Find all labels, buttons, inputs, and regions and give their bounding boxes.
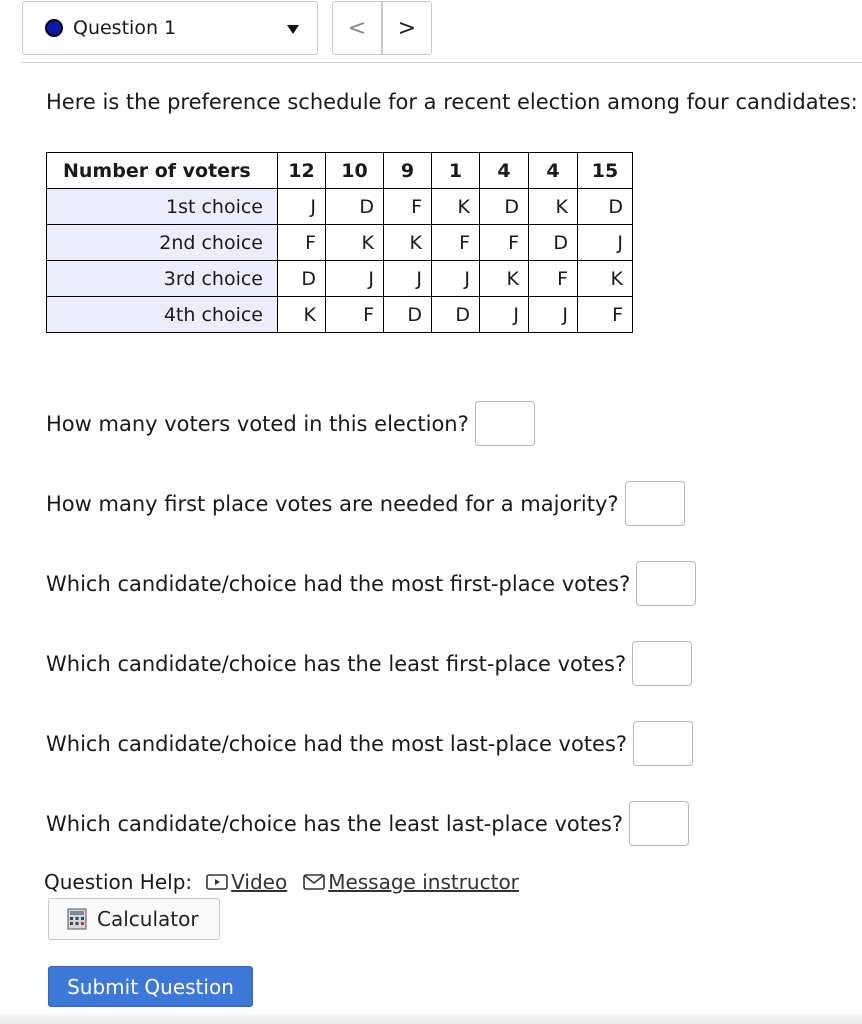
question-text: How many first place votes are needed for a majority? [46, 491, 619, 516]
voter-count-cell: 12 [278, 153, 326, 189]
submit-question-button[interactable]: Submit Question [48, 966, 253, 1007]
table-cell: J [529, 297, 578, 333]
voter-count-cell: 10 [326, 153, 384, 189]
table-cell: D [480, 189, 529, 225]
question-text: Which candidate/choice had the most first-place votes? [46, 571, 631, 596]
table-cell: K [326, 225, 384, 261]
calculator-icon [67, 908, 87, 930]
envelope-icon [303, 873, 325, 891]
question-item [46, 481, 685, 526]
most-last-place-input[interactable] [633, 721, 693, 766]
row-label: 4th choice [47, 297, 278, 333]
calculator-button[interactable] [48, 898, 220, 940]
table-cell: F [384, 189, 432, 225]
voter-count-cell: 1 [432, 153, 480, 189]
table-cell: J [278, 189, 326, 225]
voter-count-cell: 4 [529, 153, 578, 189]
row-label: 3rd choice [47, 261, 278, 297]
question-item [46, 721, 693, 766]
bottom-edge [0, 1014, 862, 1024]
least-first-place-input[interactable] [632, 641, 692, 686]
table-cell: F [578, 297, 633, 333]
total-voters-input[interactable] [475, 401, 535, 446]
table-cell: J [432, 261, 480, 297]
question-intro: Here is the preference schedule for a recent election among four candidates: [46, 90, 858, 114]
table-header-label: Number of voters [47, 153, 278, 189]
header-divider [22, 62, 862, 63]
row-label: 2nd choice [47, 225, 278, 261]
table-cell: F [480, 225, 529, 261]
table-row [47, 189, 633, 225]
table-header-row [47, 153, 633, 189]
table-cell: D [432, 297, 480, 333]
table-cell: K [480, 261, 529, 297]
question-item [46, 401, 535, 446]
table-row [47, 297, 633, 333]
table-row [47, 261, 633, 297]
chevron-right-icon: > [397, 15, 417, 41]
question-selector-label: Question 1 [73, 17, 177, 39]
least-last-place-input[interactable] [629, 801, 689, 846]
caret-down-icon [287, 25, 299, 34]
question-help [44, 870, 535, 894]
question-text: How many voters voted in this election? [46, 411, 469, 436]
question-item [46, 561, 696, 606]
table-cell: K [384, 225, 432, 261]
row-label: 1st choice [47, 189, 278, 225]
table-cell: J [384, 261, 432, 297]
voter-count-cell: 9 [384, 153, 432, 189]
table-cell: D [278, 261, 326, 297]
table-cell: F [278, 225, 326, 261]
question-text: Which candidate/choice has the least first-place votes? [46, 651, 627, 676]
table-cell: J [578, 225, 633, 261]
chevron-left-icon: < [347, 15, 367, 41]
question-status-dot [45, 19, 63, 37]
most-first-place-input[interactable] [636, 561, 696, 606]
table-cell: F [529, 261, 578, 297]
preference-schedule-table [46, 152, 633, 333]
table-cell: K [578, 261, 633, 297]
video-link-label: Video [231, 870, 288, 894]
table-cell: K [278, 297, 326, 333]
majority-votes-input[interactable] [625, 481, 685, 526]
table-cell: D [326, 189, 384, 225]
question-help-label: Question Help: [44, 870, 193, 894]
video-icon [206, 873, 228, 891]
question-item [46, 641, 692, 686]
video-link[interactable] [206, 870, 287, 894]
next-question-button[interactable] [382, 1, 432, 55]
question-item [46, 801, 689, 846]
table-cell: J [480, 297, 529, 333]
table-row [47, 225, 633, 261]
table-cell: F [326, 297, 384, 333]
message-instructor-link[interactable] [303, 870, 519, 894]
message-instructor-label: Message instructor [328, 870, 519, 894]
previous-question-button[interactable] [332, 1, 382, 55]
voter-count-cell: 15 [578, 153, 633, 189]
table-cell: J [326, 261, 384, 297]
table-cell: K [432, 189, 480, 225]
question-text: Which candidate/choice has the least last-place votes? [46, 811, 623, 836]
table-cell: F [432, 225, 480, 261]
voter-count-cell: 4 [480, 153, 529, 189]
question-selector-dropdown[interactable] [22, 1, 318, 55]
question-text: Which candidate/choice had the most last-place votes? [46, 731, 628, 756]
table-cell: K [529, 189, 578, 225]
calculator-label: Calculator [97, 907, 199, 931]
table-cell: D [529, 225, 578, 261]
table-cell: D [384, 297, 432, 333]
table-cell: D [578, 189, 633, 225]
